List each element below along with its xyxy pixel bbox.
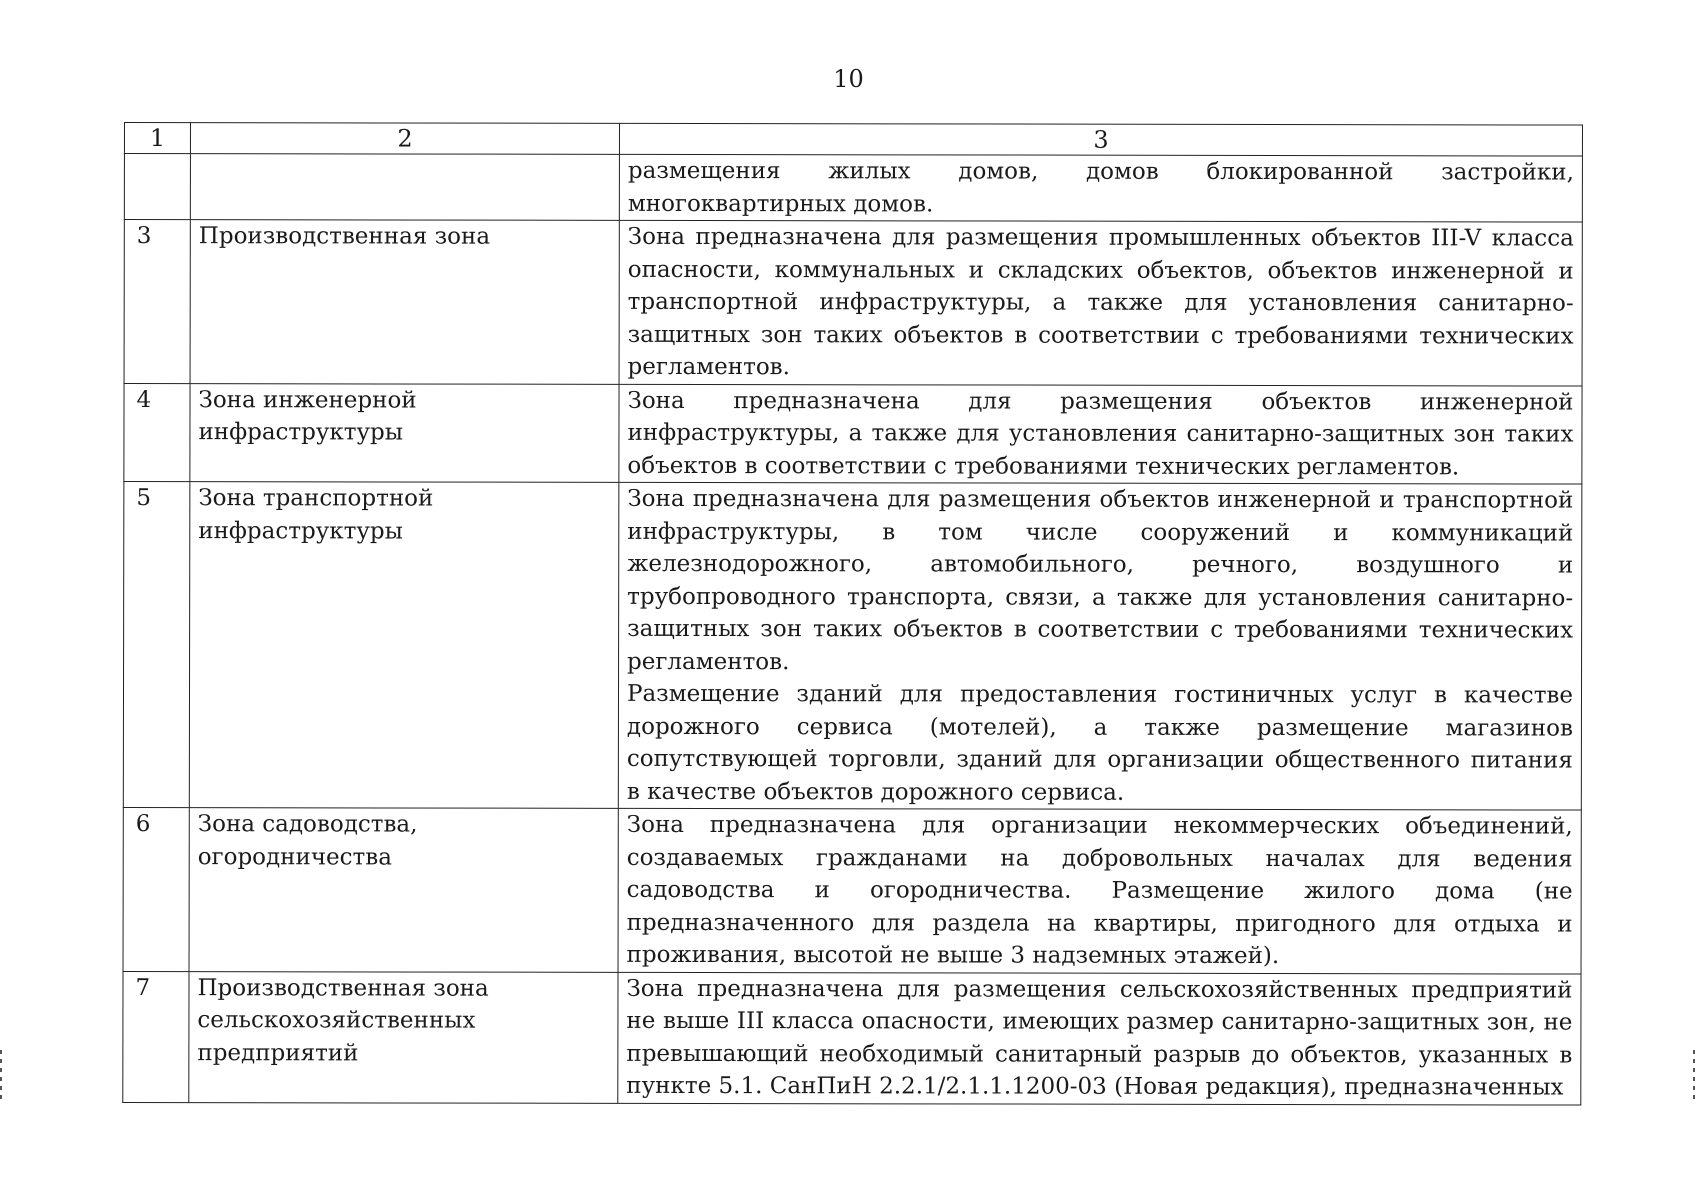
header-col-1: 1 bbox=[124, 123, 190, 154]
zone-name bbox=[190, 154, 619, 221]
table-row bbox=[123, 807, 1581, 973]
zone-description bbox=[619, 384, 1582, 484]
table-row bbox=[124, 154, 1582, 223]
row-number: 5 bbox=[123, 482, 190, 808]
header-col-3: 3 bbox=[619, 123, 1582, 156]
description-paragraph: размещения жилых домов, домов блокированной застройки, многоквартирных домов. bbox=[627, 157, 1574, 217]
description-paragraph: Зона предназначена для размещения сельскохозяйственных предприятий не выше III класса опасности, имеющих размер санитарно-защитных зон, не превышающий необходимый санитарный разрыв до объектов, указанных в пункте 5.1. СанПиН 2.2.1/2.1.1.1200-03 (Новая редакция), предназначенных bbox=[626, 975, 1573, 1101]
header-col-2: 2 bbox=[190, 123, 619, 155]
zone-description bbox=[618, 808, 1581, 973]
left-scan-marks bbox=[0, 1050, 3, 1104]
row-number: 6 bbox=[123, 807, 189, 971]
description-paragraph: Зона предназначена для организации некоммерческих объединений, создаваемых гражданами на добровольных началах для ведения садоводства и огородничества. Размещение жилого дома (не предназначенного для раздела на квартиры, пригодного для отдыха и проживания, высотой не выше 3 надземных этажей). bbox=[626, 811, 1573, 970]
zones-table bbox=[122, 122, 1583, 1105]
description-paragraph: Зона предназначена для размещения объектов инженерной и транспортной инфраструктуры, в том числе сооружений и коммуникаций железнодорожного, автомобильного, речного, воздушного и трубопроводного транспорта, связи, а также для установления санитарно-защитных зон таких объектов в соответствии с требованиями технических регламентов. bbox=[627, 485, 1574, 675]
zone-name: Производственная зона сельскохозяйственных предприятий bbox=[189, 971, 618, 1103]
zone-description bbox=[619, 220, 1582, 385]
table-row bbox=[124, 220, 1582, 386]
description-paragraph: Размещение зданий для предоставления гостиничных услуг в качестве дорожного сервиса (мотелей), а также размещение магазинов сопутствующей торговли, зданий для организации общественного питания в качестве объектов дорожного сервиса. bbox=[626, 680, 1574, 806]
zone-name: Производственная зона bbox=[190, 220, 619, 384]
zone-name: Зона инженерной инфраструктуры bbox=[190, 383, 619, 482]
row-number: 3 bbox=[124, 220, 190, 384]
zone-description bbox=[618, 482, 1582, 810]
page-number: 10 bbox=[833, 65, 864, 93]
zone-description bbox=[618, 972, 1581, 1105]
row-number: 4 bbox=[124, 383, 190, 482]
table-header-row bbox=[124, 123, 1582, 157]
table-row bbox=[124, 383, 1582, 484]
description-paragraph: Зона предназначена для размещения промышленных объектов III-V класса опасности, коммунальных и складских объектов, объектов инженерной и транспортной инфраструктуры, а также для установления санитарно-защитных зон таких объектов в соответствии с требованиями технических регламентов. bbox=[627, 223, 1574, 381]
description-paragraph: Зона предназначена для размещения объектов инженерной инфраструктуры, а также для установления санитарно-защитных зон таких объектов в соответствии с требованиями технических регламентов. bbox=[627, 387, 1574, 480]
table-row bbox=[123, 971, 1581, 1105]
zone-description bbox=[619, 154, 1582, 222]
row-number bbox=[124, 154, 190, 220]
table-row bbox=[123, 482, 1582, 811]
right-scan-marks bbox=[1693, 1050, 1696, 1104]
zone-name: Зона транспортной инфраструктуры bbox=[189, 482, 619, 809]
zone-name: Зона садоводства, огородничества bbox=[189, 808, 618, 972]
row-number: 7 bbox=[123, 971, 189, 1102]
